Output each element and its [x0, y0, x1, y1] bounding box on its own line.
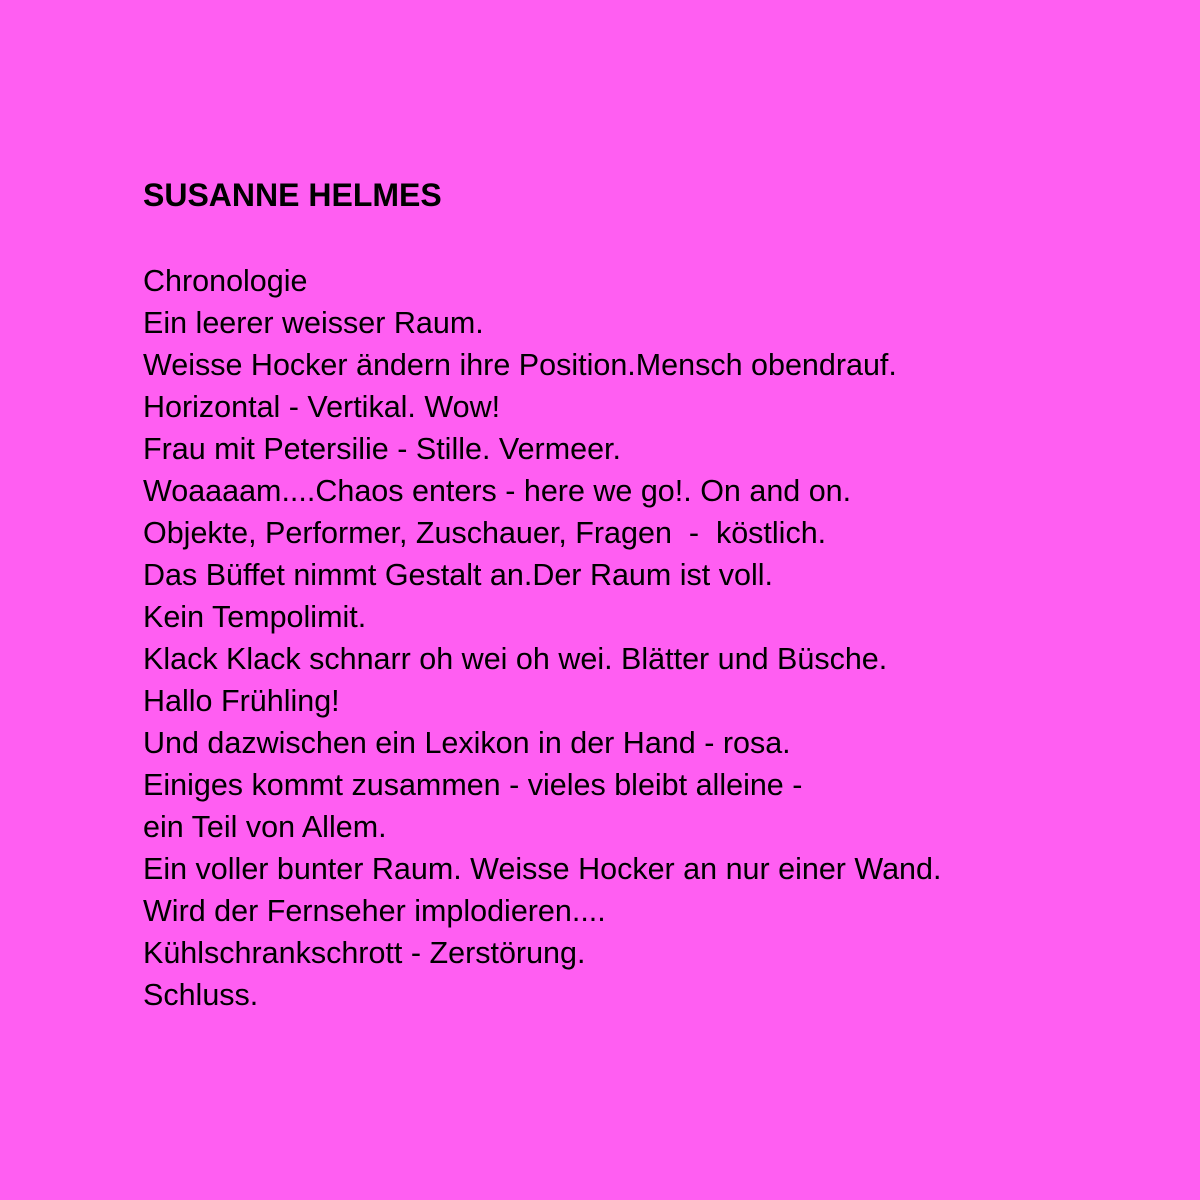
poem-line: Horizontal - Vertikal. Wow! — [143, 390, 501, 424]
poem-line: Kein Tempolimit. — [143, 600, 367, 634]
poem-line: Woaaaam....Chaos enters - here we go!. On and on. — [143, 474, 852, 508]
poem-line: Ein leerer weisser Raum. — [143, 306, 484, 340]
poem-line: Schluss. — [143, 978, 259, 1012]
poem-line: ein Teil von Allem. — [143, 810, 387, 844]
poem-line: Chronologie — [143, 264, 308, 298]
poem-text — [143, 260, 941, 1016]
poem-line: Und dazwischen ein Lexikon in der Hand - rosa. — [143, 726, 791, 760]
poem-line: Weisse Hocker ändern ihre Position.Mensch obendrauf. — [143, 348, 897, 382]
poem-line: Wird der Fernseher implodieren.... — [143, 894, 606, 928]
poem-line: Hallo Frühling! — [143, 684, 340, 718]
poem-line: Ein voller bunter Raum. Weisse Hocker an nur einer Wand. — [143, 852, 942, 886]
poem-line: Frau mit Petersilie - Stille. Vermeer. — [143, 432, 621, 466]
poem-line: Klack Klack schnarr oh wei oh wei. Blätter und Büsche. — [143, 642, 888, 676]
poem-line: Objekte, Performer, Zuschauer, Fragen - köstlich. — [143, 516, 827, 550]
poem-line: Einiges kommt zusammen - vieles bleibt alleine - — [143, 768, 803, 802]
author-heading: SUSANNE HELMES — [143, 177, 442, 213]
poem-line: Das Büffet nimmt Gestalt an.Der Raum ist voll. — [143, 558, 773, 592]
poem-line: Kühlschrankschrott - Zerstörung. — [143, 936, 586, 970]
